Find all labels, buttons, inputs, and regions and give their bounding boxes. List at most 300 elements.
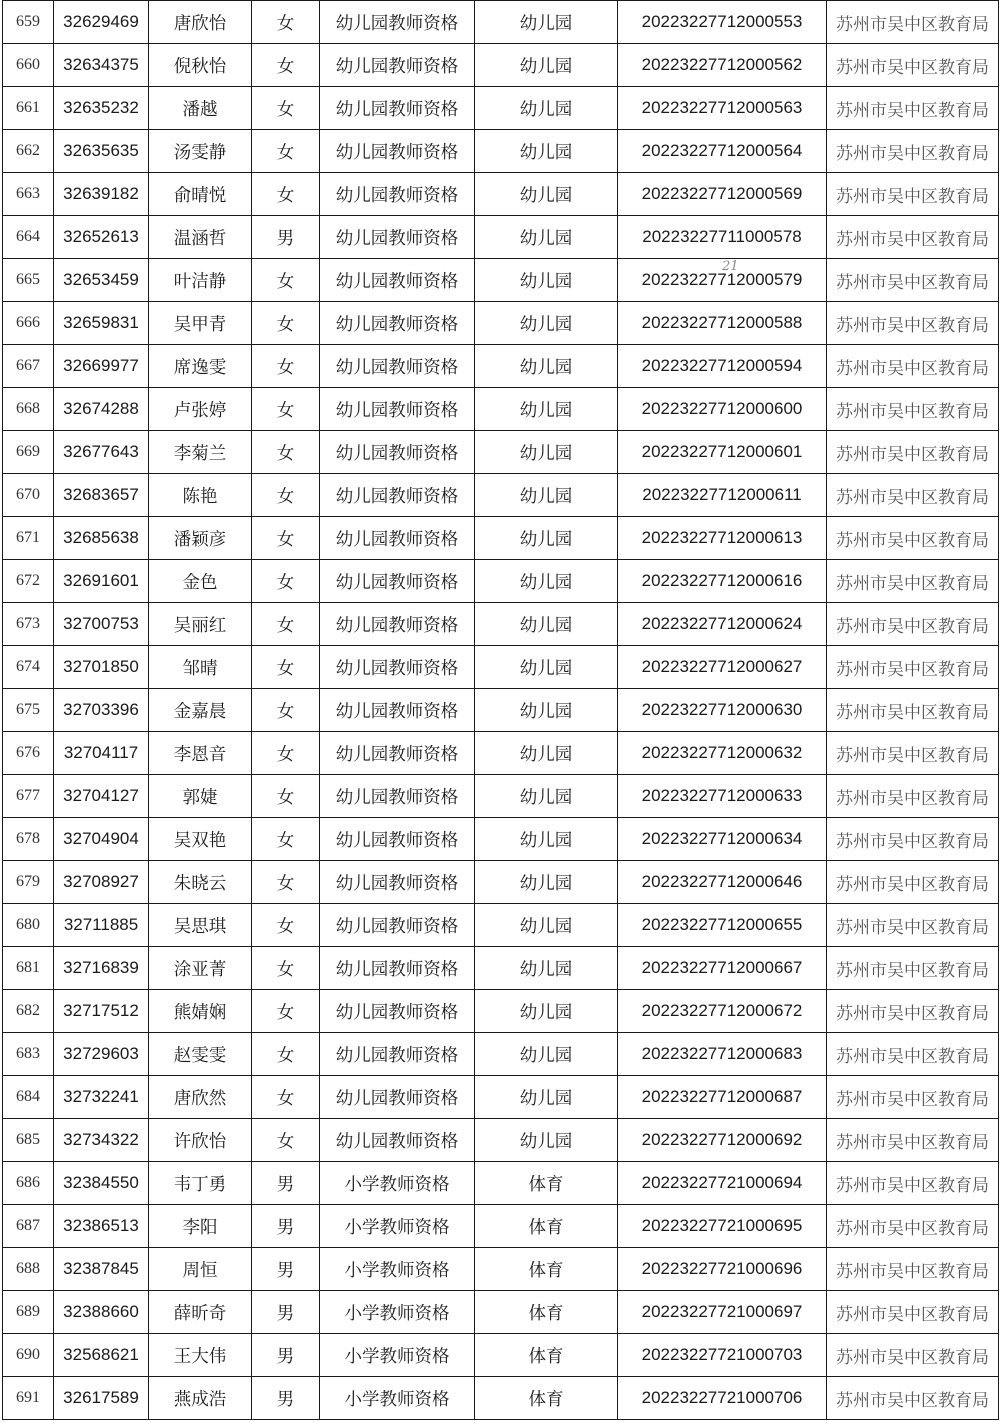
row-number-cell: 691 (3, 1377, 54, 1420)
gender-cell: 女 (252, 775, 320, 818)
table-row (3, 1076, 999, 1119)
subject-cell: 体育 (475, 1334, 618, 1377)
exam-id-cell: 32704904 (54, 818, 149, 861)
candidate-name-cell: 吴双艳 (149, 818, 252, 861)
row-number-cell: 661 (3, 87, 54, 130)
certificate-type-cell: 幼儿园教师资格 (320, 44, 475, 87)
certificate-type-cell: 幼儿园教师资格 (320, 431, 475, 474)
table-row (3, 44, 999, 87)
table-row (3, 1377, 999, 1420)
exam-id-cell: 32691601 (54, 560, 149, 603)
candidate-name-cell: 李阳 (149, 1205, 252, 1248)
exam-id-cell: 32652613 (54, 216, 149, 259)
candidate-name-cell: 温涵哲 (149, 216, 252, 259)
row-number-cell: 686 (3, 1162, 54, 1205)
exam-id-cell: 32704117 (54, 732, 149, 775)
certificate-type-cell: 幼儿园教师资格 (320, 947, 475, 990)
candidate-name-cell: 燕成浩 (149, 1377, 252, 1420)
exam-id-cell: 32711885 (54, 904, 149, 947)
exam-id-cell: 32734322 (54, 1119, 149, 1162)
candidate-name-cell: 俞晴悦 (149, 173, 252, 216)
exam-id-cell: 32703396 (54, 689, 149, 732)
table-row (3, 173, 999, 216)
gender-cell: 女 (252, 259, 320, 302)
exam-id-cell: 32635635 (54, 130, 149, 173)
exam-id-cell: 32634375 (54, 44, 149, 87)
candidate-name-cell: 邹晴 (149, 646, 252, 689)
exam-id-cell: 32639182 (54, 173, 149, 216)
issuing-office-cell: 苏州市吴中区教育局 (827, 904, 999, 947)
gender-cell: 女 (252, 44, 320, 87)
candidate-name-cell: 熊婧娴 (149, 990, 252, 1033)
table-row (3, 517, 999, 560)
certificate-type-cell: 小学教师资格 (320, 1205, 475, 1248)
certificate-number-cell: 20223227712000627 (618, 646, 827, 689)
row-number-cell: 677 (3, 775, 54, 818)
subject-cell: 幼儿园 (475, 775, 618, 818)
issuing-office-cell: 苏州市吴中区教育局 (827, 1076, 999, 1119)
subject-cell: 幼儿园 (475, 603, 618, 646)
subject-cell: 体育 (475, 1291, 618, 1334)
subject-cell: 幼儿园 (475, 1076, 618, 1119)
gender-cell: 女 (252, 818, 320, 861)
exam-id-cell: 32729603 (54, 1033, 149, 1076)
candidate-name-cell: 韦丁勇 (149, 1162, 252, 1205)
subject-cell: 幼儿园 (475, 861, 618, 904)
certificate-number-cell: 20223227711000578 (618, 216, 827, 259)
gender-cell: 女 (252, 474, 320, 517)
certificate-type-cell: 幼儿园教师资格 (320, 87, 475, 130)
gender-cell: 女 (252, 732, 320, 775)
issuing-office-cell: 苏州市吴中区教育局 (827, 1248, 999, 1291)
table-row (3, 904, 999, 947)
candidate-name-cell: 赵雯雯 (149, 1033, 252, 1076)
candidate-name-cell: 朱晓云 (149, 861, 252, 904)
issuing-office-cell: 苏州市吴中区教育局 (827, 216, 999, 259)
subject-cell: 幼儿园 (475, 87, 618, 130)
certificate-number-cell: 20223227712000601 (618, 431, 827, 474)
candidate-name-cell: 潘越 (149, 87, 252, 130)
row-number-cell: 669 (3, 431, 54, 474)
certificate-number-cell: 20223227712000683 (618, 1033, 827, 1076)
row-number-cell: 676 (3, 732, 54, 775)
row-number-cell: 664 (3, 216, 54, 259)
candidate-name-cell: 李菊兰 (149, 431, 252, 474)
gender-cell: 女 (252, 861, 320, 904)
exam-id-cell: 32685638 (54, 517, 149, 560)
issuing-office-cell: 苏州市吴中区教育局 (827, 1162, 999, 1205)
certificate-number-cell: 20223227712000562 (618, 44, 827, 87)
table-row (3, 259, 999, 302)
table-row (3, 1119, 999, 1162)
table-row (3, 732, 999, 775)
gender-cell: 男 (252, 1162, 320, 1205)
issuing-office-cell: 苏州市吴中区教育局 (827, 1, 999, 44)
table-row (3, 1205, 999, 1248)
row-number-cell: 668 (3, 388, 54, 431)
issuing-office-cell: 苏州市吴中区教育局 (827, 990, 999, 1033)
certificate-type-cell: 小学教师资格 (320, 1248, 475, 1291)
certificate-type-cell: 幼儿园教师资格 (320, 474, 475, 517)
certificate-type-cell: 小学教师资格 (320, 1162, 475, 1205)
certificate-number-cell: 20223227721000706 (618, 1377, 827, 1420)
certificate-number-cell: 20223227721000695 (618, 1205, 827, 1248)
candidate-name-cell: 唐欣怡 (149, 1, 252, 44)
certificate-type-cell: 幼儿园教师资格 (320, 603, 475, 646)
certificate-number-cell: 20223227721000703 (618, 1334, 827, 1377)
roster-body (3, 1, 999, 1420)
issuing-office-cell: 苏州市吴中区教育局 (827, 302, 999, 345)
issuing-office-cell: 苏州市吴中区教育局 (827, 345, 999, 388)
subject-cell: 幼儿园 (475, 44, 618, 87)
subject-cell: 幼儿园 (475, 990, 618, 1033)
candidate-name-cell: 叶洁静 (149, 259, 252, 302)
exam-id-cell: 32674288 (54, 388, 149, 431)
subject-cell: 幼儿园 (475, 1, 618, 44)
issuing-office-cell: 苏州市吴中区教育局 (827, 646, 999, 689)
gender-cell: 女 (252, 1033, 320, 1076)
issuing-office-cell: 苏州市吴中区教育局 (827, 689, 999, 732)
certificate-type-cell: 幼儿园教师资格 (320, 990, 475, 1033)
row-number-cell: 680 (3, 904, 54, 947)
subject-cell: 幼儿园 (475, 431, 618, 474)
exam-id-cell: 32669977 (54, 345, 149, 388)
certificate-type-cell: 幼儿园教师资格 (320, 560, 475, 603)
issuing-office-cell: 苏州市吴中区教育局 (827, 1033, 999, 1076)
table-row (3, 474, 999, 517)
gender-cell: 男 (252, 1334, 320, 1377)
certificate-number-cell: 20223227712000667 (618, 947, 827, 990)
issuing-office-cell: 苏州市吴中区教育局 (827, 603, 999, 646)
gender-cell: 女 (252, 388, 320, 431)
table-row (3, 861, 999, 904)
row-number-cell: 683 (3, 1033, 54, 1076)
gender-cell: 女 (252, 990, 320, 1033)
certificate-number-cell: 20223227712000687 (618, 1076, 827, 1119)
candidate-name-cell: 席逸雯 (149, 345, 252, 388)
exam-id-cell: 32700753 (54, 603, 149, 646)
candidate-name-cell: 许欣怡 (149, 1119, 252, 1162)
exam-id-cell: 32387845 (54, 1248, 149, 1291)
exam-id-cell: 32568621 (54, 1334, 149, 1377)
row-number-cell: 662 (3, 130, 54, 173)
subject-cell: 幼儿园 (475, 904, 618, 947)
table-row (3, 603, 999, 646)
certificate-type-cell: 幼儿园教师资格 (320, 689, 475, 732)
certificate-number-cell: 20223227712000594 (618, 345, 827, 388)
certificate-type-cell: 小学教师资格 (320, 1291, 475, 1334)
gender-cell: 男 (252, 1248, 320, 1291)
candidate-name-cell: 金嘉晨 (149, 689, 252, 732)
certificate-type-cell: 幼儿园教师资格 (320, 1033, 475, 1076)
row-number-cell: 665 (3, 259, 54, 302)
exam-id-cell: 32704127 (54, 775, 149, 818)
gender-cell: 女 (252, 87, 320, 130)
exam-id-cell: 32629469 (54, 1, 149, 44)
certificate-type-cell: 小学教师资格 (320, 1377, 475, 1420)
certificate-type-cell: 幼儿园教师资格 (320, 173, 475, 216)
subject-cell: 幼儿园 (475, 818, 618, 861)
certificate-type-cell: 幼儿园教师资格 (320, 216, 475, 259)
row-number-cell: 673 (3, 603, 54, 646)
certificate-number-cell: 20223227712000564 (618, 130, 827, 173)
candidate-name-cell: 陈艳 (149, 474, 252, 517)
table-row (3, 947, 999, 990)
issuing-office-cell: 苏州市吴中区教育局 (827, 732, 999, 775)
page-number: 21 (722, 259, 739, 274)
gender-cell: 男 (252, 1205, 320, 1248)
table-row (3, 1291, 999, 1334)
exam-id-cell: 32717512 (54, 990, 149, 1033)
gender-cell: 女 (252, 603, 320, 646)
certificate-number-cell: 20223227712000588 (618, 302, 827, 345)
subject-cell: 幼儿园 (475, 517, 618, 560)
subject-cell: 幼儿园 (475, 345, 618, 388)
issuing-office-cell: 苏州市吴中区教育局 (827, 388, 999, 431)
row-number-cell: 674 (3, 646, 54, 689)
certificate-number-cell: 20223227712000633 (618, 775, 827, 818)
table-row (3, 646, 999, 689)
certificate-number-cell: 20223227712000630 (618, 689, 827, 732)
issuing-office-cell: 苏州市吴中区教育局 (827, 259, 999, 302)
gender-cell: 女 (252, 345, 320, 388)
gender-cell: 男 (252, 1291, 320, 1334)
issuing-office-cell: 苏州市吴中区教育局 (827, 775, 999, 818)
certificate-type-cell: 小学教师资格 (320, 1334, 475, 1377)
gender-cell: 女 (252, 560, 320, 603)
table-row (3, 689, 999, 732)
issuing-office-cell: 苏州市吴中区教育局 (827, 474, 999, 517)
table-row (3, 1033, 999, 1076)
row-number-cell: 682 (3, 990, 54, 1033)
certificate-number-cell: 20223227712000611 (618, 474, 827, 517)
table-row (3, 990, 999, 1033)
certificate-number-cell: 20223227712000634 (618, 818, 827, 861)
issuing-office-cell: 苏州市吴中区教育局 (827, 1377, 999, 1420)
table-row (3, 431, 999, 474)
certificate-type-cell: 幼儿园教师资格 (320, 130, 475, 173)
row-number-cell: 679 (3, 861, 54, 904)
exam-id-cell: 32653459 (54, 259, 149, 302)
candidate-name-cell: 卢张婷 (149, 388, 252, 431)
exam-id-cell: 32635232 (54, 87, 149, 130)
issuing-office-cell: 苏州市吴中区教育局 (827, 560, 999, 603)
certificate-number-cell: 20223227712000672 (618, 990, 827, 1033)
issuing-office-cell: 苏州市吴中区教育局 (827, 1291, 999, 1334)
certificate-number-cell: 20223227712000616 (618, 560, 827, 603)
table-row (3, 560, 999, 603)
row-number-cell: 667 (3, 345, 54, 388)
row-number-cell: 685 (3, 1119, 54, 1162)
candidate-name-cell: 李恩音 (149, 732, 252, 775)
table-row (3, 302, 999, 345)
gender-cell: 女 (252, 646, 320, 689)
candidate-name-cell: 吴丽红 (149, 603, 252, 646)
subject-cell: 幼儿园 (475, 947, 618, 990)
certificate-type-cell: 幼儿园教师资格 (320, 1, 475, 44)
certificate-type-cell: 幼儿园教师资格 (320, 818, 475, 861)
subject-cell: 体育 (475, 1162, 618, 1205)
subject-cell: 幼儿园 (475, 646, 618, 689)
gender-cell: 女 (252, 517, 320, 560)
exam-id-cell: 32386513 (54, 1205, 149, 1248)
exam-id-cell: 32677643 (54, 431, 149, 474)
issuing-office-cell: 苏州市吴中区教育局 (827, 87, 999, 130)
subject-cell: 幼儿园 (475, 216, 618, 259)
issuing-office-cell: 苏州市吴中区教育局 (827, 517, 999, 560)
subject-cell: 幼儿园 (475, 732, 618, 775)
table-row (3, 818, 999, 861)
row-number-cell: 675 (3, 689, 54, 732)
row-number-cell: 670 (3, 474, 54, 517)
row-number-cell: 678 (3, 818, 54, 861)
certificate-number-cell: 20223227721000697 (618, 1291, 827, 1334)
row-number-cell: 689 (3, 1291, 54, 1334)
gender-cell: 男 (252, 216, 320, 259)
row-number-cell: 681 (3, 947, 54, 990)
candidate-name-cell: 郭婕 (149, 775, 252, 818)
certificate-number-cell: 20223227712000646 (618, 861, 827, 904)
certificate-type-cell: 幼儿园教师资格 (320, 345, 475, 388)
row-number-cell: 659 (3, 1, 54, 44)
table-row (3, 1248, 999, 1291)
gender-cell: 女 (252, 1076, 320, 1119)
certificate-type-cell: 幼儿园教师资格 (320, 302, 475, 345)
subject-cell: 体育 (475, 1205, 618, 1248)
row-number-cell: 687 (3, 1205, 54, 1248)
certificate-number-cell: 20223227712000553 (618, 1, 827, 44)
subject-cell: 幼儿园 (475, 173, 618, 216)
subject-cell: 幼儿园 (475, 474, 618, 517)
exam-id-cell: 32732241 (54, 1076, 149, 1119)
certificate-type-cell: 幼儿园教师资格 (320, 861, 475, 904)
certificate-number-cell: 20223227712000579 (618, 259, 827, 302)
table-row (3, 388, 999, 431)
candidate-name-cell: 潘颖彦 (149, 517, 252, 560)
row-number-cell: 688 (3, 1248, 54, 1291)
gender-cell: 女 (252, 689, 320, 732)
table-row (3, 1334, 999, 1377)
issuing-office-cell: 苏州市吴中区教育局 (827, 1334, 999, 1377)
candidate-name-cell: 薛昕奇 (149, 1291, 252, 1334)
certificate-roster-table (2, 0, 999, 1420)
table-row (3, 216, 999, 259)
gender-cell: 女 (252, 947, 320, 990)
certificate-number-cell: 20223227712000632 (618, 732, 827, 775)
exam-id-cell: 32716839 (54, 947, 149, 990)
gender-cell: 女 (252, 173, 320, 216)
candidate-name-cell: 倪秋怡 (149, 44, 252, 87)
certificate-number-cell: 20223227712000613 (618, 517, 827, 560)
certificate-number-cell: 20223227712000563 (618, 87, 827, 130)
row-number-cell: 690 (3, 1334, 54, 1377)
certificate-number-cell: 20223227712000569 (618, 173, 827, 216)
subject-cell: 幼儿园 (475, 689, 618, 732)
table-row (3, 1, 999, 44)
gender-cell: 女 (252, 302, 320, 345)
certificate-type-cell: 幼儿园教师资格 (320, 1119, 475, 1162)
row-number-cell: 663 (3, 173, 54, 216)
subject-cell: 幼儿园 (475, 388, 618, 431)
candidate-name-cell: 周恒 (149, 1248, 252, 1291)
row-number-cell: 660 (3, 44, 54, 87)
issuing-office-cell: 苏州市吴中区教育局 (827, 173, 999, 216)
certificate-type-cell: 幼儿园教师资格 (320, 259, 475, 302)
exam-id-cell: 32708927 (54, 861, 149, 904)
exam-id-cell: 32388660 (54, 1291, 149, 1334)
issuing-office-cell: 苏州市吴中区教育局 (827, 947, 999, 990)
subject-cell: 幼儿园 (475, 560, 618, 603)
exam-id-cell: 32617589 (54, 1377, 149, 1420)
table-row (3, 345, 999, 388)
table-row (3, 1162, 999, 1205)
row-number-cell: 671 (3, 517, 54, 560)
exam-id-cell: 32701850 (54, 646, 149, 689)
certificate-type-cell: 幼儿园教师资格 (320, 388, 475, 431)
certificate-number-cell: 20223227712000655 (618, 904, 827, 947)
row-number-cell: 684 (3, 1076, 54, 1119)
certificate-number-cell: 20223227712000624 (618, 603, 827, 646)
gender-cell: 男 (252, 1377, 320, 1420)
candidate-name-cell: 王大伟 (149, 1334, 252, 1377)
certificate-type-cell: 幼儿园教师资格 (320, 1076, 475, 1119)
table-row (3, 130, 999, 173)
candidate-name-cell: 吴甲青 (149, 302, 252, 345)
subject-cell: 幼儿园 (475, 1033, 618, 1076)
table-row (3, 87, 999, 130)
certificate-type-cell: 幼儿园教师资格 (320, 775, 475, 818)
issuing-office-cell: 苏州市吴中区教育局 (827, 130, 999, 173)
row-number-cell: 672 (3, 560, 54, 603)
subject-cell: 幼儿园 (475, 130, 618, 173)
certificate-number-cell: 20223227721000694 (618, 1162, 827, 1205)
exam-id-cell: 32659831 (54, 302, 149, 345)
gender-cell: 女 (252, 904, 320, 947)
subject-cell: 体育 (475, 1377, 618, 1420)
candidate-name-cell: 涂亚菁 (149, 947, 252, 990)
certificate-type-cell: 幼儿园教师资格 (320, 517, 475, 560)
gender-cell: 女 (252, 130, 320, 173)
issuing-office-cell: 苏州市吴中区教育局 (827, 1205, 999, 1248)
issuing-office-cell: 苏州市吴中区教育局 (827, 431, 999, 474)
certificate-type-cell: 幼儿园教师资格 (320, 732, 475, 775)
issuing-office-cell: 苏州市吴中区教育局 (827, 818, 999, 861)
table-row (3, 775, 999, 818)
certificate-type-cell: 幼儿园教师资格 (320, 904, 475, 947)
gender-cell: 女 (252, 1, 320, 44)
gender-cell: 女 (252, 431, 320, 474)
issuing-office-cell: 苏州市吴中区教育局 (827, 861, 999, 904)
subject-cell: 体育 (475, 1248, 618, 1291)
candidate-name-cell: 金色 (149, 560, 252, 603)
exam-id-cell: 32384550 (54, 1162, 149, 1205)
issuing-office-cell: 苏州市吴中区教育局 (827, 1119, 999, 1162)
subject-cell: 幼儿园 (475, 259, 618, 302)
exam-id-cell: 32683657 (54, 474, 149, 517)
gender-cell: 女 (252, 1119, 320, 1162)
candidate-name-cell: 吴思琪 (149, 904, 252, 947)
certificate-number-cell: 20223227712000600 (618, 388, 827, 431)
issuing-office-cell: 苏州市吴中区教育局 (827, 44, 999, 87)
certificate-number-cell: 20223227712000692 (618, 1119, 827, 1162)
certificate-number-cell: 20223227721000696 (618, 1248, 827, 1291)
row-number-cell: 666 (3, 302, 54, 345)
candidate-name-cell: 汤雯静 (149, 130, 252, 173)
certificate-type-cell: 幼儿园教师资格 (320, 646, 475, 689)
subject-cell: 幼儿园 (475, 1119, 618, 1162)
subject-cell: 幼儿园 (475, 302, 618, 345)
candidate-name-cell: 唐欣然 (149, 1076, 252, 1119)
